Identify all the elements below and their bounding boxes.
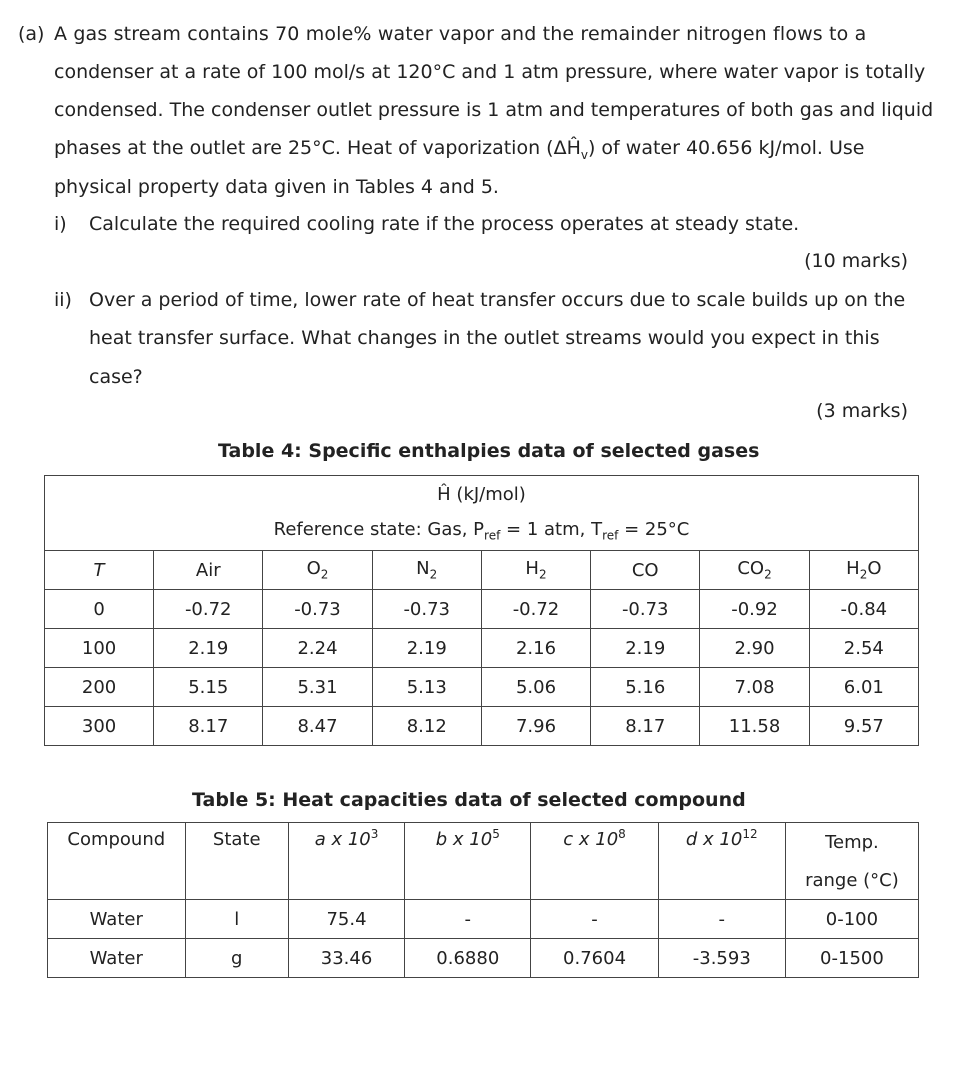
table5-cell: 0.7604 — [531, 939, 658, 978]
table5-cell: g — [185, 939, 288, 978]
table5-col-b — [405, 823, 531, 900]
table4 — [44, 475, 919, 746]
table4-cell: 2.90 — [700, 629, 809, 668]
table5-cell: 0.6880 — [405, 939, 531, 978]
table4-cell: 8.47 — [263, 707, 372, 746]
table4-cell: 9.57 — [809, 707, 918, 746]
table4-cell: -0.84 — [809, 590, 918, 629]
table4-cell: 2.19 — [372, 629, 481, 668]
table4-header-row — [45, 551, 919, 590]
table5-cell: l — [185, 900, 288, 939]
table5-caption: Table 5: Heat capacities data of selected compound — [192, 789, 746, 811]
sub-ii-line-2: heat transfer surface. What changes in the outlet streams would you expect in this — [89, 327, 880, 349]
table5-col-state: State — [185, 823, 288, 900]
table4-units: Ĥ (kJ/mol) — [45, 476, 919, 513]
table5-cell: Water — [48, 939, 186, 978]
table4-cell: 6.01 — [809, 668, 918, 707]
table5-cell: 75.4 — [288, 900, 404, 939]
part-a-line-3: condensed. The condenser outlet pressure is 1 atm and temperatures of both gas and liquid — [54, 99, 934, 121]
ref-mid: = 1 atm, T — [500, 519, 603, 541]
table5-col-c — [531, 823, 658, 900]
sub-ii-marks: (3 marks) — [816, 400, 908, 422]
table5-cell: 33.46 — [288, 939, 404, 978]
sub-i-marks: (10 marks) — [804, 250, 908, 272]
part-a-label: (a) — [18, 23, 45, 45]
table4-cell: -0.73 — [263, 590, 372, 629]
table4-cell: 5.15 — [154, 668, 263, 707]
table-row — [45, 668, 919, 707]
part-a-line-1: A gas stream contains 70 mole% water vapor and the remainder nitrogen flows to a — [54, 23, 867, 45]
table-row — [48, 900, 919, 939]
table5-cell: 0-1500 — [785, 939, 918, 978]
table4-col-n2: $N_2$ — [372, 551, 481, 590]
col-d-label: d x 10 — [685, 829, 743, 850]
table5-col-a — [288, 823, 404, 900]
table4-col-co: CO — [591, 551, 700, 590]
table5-header-row — [48, 823, 919, 862]
sub-ii-label: ii) — [54, 289, 72, 311]
table4-cell: 2.16 — [481, 629, 590, 668]
table5-cell: 0-100 — [785, 900, 918, 939]
table4-cell: 8.12 — [372, 707, 481, 746]
ref-suffix: = 25°C — [618, 519, 690, 541]
col-c-label: c x 10 — [563, 829, 619, 850]
table5-col-temp-line2: range (°C) — [785, 861, 918, 900]
table4-cell: 2.19 — [591, 629, 700, 668]
table4-cell: 8.17 — [154, 707, 263, 746]
table-row — [45, 590, 919, 629]
table4-cell: 5.16 — [591, 668, 700, 707]
table4-cell: 2.54 — [809, 629, 918, 668]
col-b-label: b x 10 — [435, 829, 493, 850]
col-d-exponent: 12 — [742, 827, 758, 841]
sub-ii-line-3: case? — [89, 366, 143, 388]
table4-caption: Table 4: Specific enthalpies data of selected gases — [218, 440, 760, 462]
table4-cell: 200 — [45, 668, 154, 707]
table4-cell: -0.72 — [481, 590, 590, 629]
table4-cell: 11.58 — [700, 707, 809, 746]
table4-col-h2: $H_2$ — [481, 551, 590, 590]
sub-i-label: i) — [54, 213, 67, 235]
vaporization-subscript: v — [580, 147, 588, 162]
table-row — [45, 707, 919, 746]
table5-cell: -3.593 — [658, 939, 785, 978]
table4-cell: 8.17 — [591, 707, 700, 746]
table4-cell: 5.06 — [481, 668, 590, 707]
table4-col-air: Air — [154, 551, 263, 590]
pref-subscript: ref — [484, 528, 501, 543]
table4-col-t: T — [45, 551, 154, 590]
part-a-line-4-end: ) of water 40.656 kJ/mol. Use — [587, 137, 865, 159]
table5 — [47, 822, 919, 978]
table4-col-o2: $O_2$ — [263, 551, 372, 590]
col-c-exponent: 8 — [618, 827, 626, 841]
sub-ii-line-1: Over a period of time, lower rate of heat transfer occurs due to scale builds up on the — [89, 289, 906, 311]
col-b-exponent: 5 — [492, 827, 500, 841]
table4-cell: -0.72 — [154, 590, 263, 629]
table-row — [45, 629, 919, 668]
table5-cell: - — [658, 900, 785, 939]
table5-col-temp-line1: Temp. — [785, 823, 918, 862]
table4-cell: -0.73 — [591, 590, 700, 629]
table4-col-co2: $CO_2$ — [700, 551, 809, 590]
table4-cell: -0.73 — [372, 590, 481, 629]
table4-col-h2o: $H_2O$ — [809, 551, 918, 590]
ref-prefix: Reference state: Gas, P — [273, 519, 485, 541]
part-a-line-4-start: phases at the outlet are 25°C. Heat of vaporization (ΔĤ — [54, 137, 581, 159]
sub-i-text: Calculate the required cooling rate if the process operates at steady state. — [89, 213, 800, 235]
table5-col-d — [658, 823, 785, 900]
table4-cell: -0.92 — [700, 590, 809, 629]
tref-subscript: ref — [602, 528, 619, 543]
table4-cell: 7.08 — [700, 668, 809, 707]
table4-cell: 2.24 — [263, 629, 372, 668]
col-a-label: a x 10 — [314, 829, 371, 850]
table5-cell: - — [405, 900, 531, 939]
table4-cell: 7.96 — [481, 707, 590, 746]
table4-cell: 300 — [45, 707, 154, 746]
part-a-line-5: physical property data given in Tables 4 and 5. — [54, 176, 499, 198]
table4-cell: 5.31 — [263, 668, 372, 707]
table4-reference — [45, 512, 919, 551]
table5-cell: - — [531, 900, 658, 939]
table4-cell: 2.19 — [154, 629, 263, 668]
table4-cell: 100 — [45, 629, 154, 668]
table4-cell: 5.13 — [372, 668, 481, 707]
table4-cell: 0 — [45, 590, 154, 629]
part-a-line-2: condenser at a rate of 100 mol/s at 120°C and 1 atm pressure, where water vapor is totally — [54, 61, 926, 83]
table5-col-compound: Compound — [48, 823, 186, 900]
part-a-line-4 — [54, 136, 864, 167]
col-a-exponent: 3 — [370, 827, 379, 841]
table-row — [48, 939, 919, 978]
table5-cell: Water — [48, 900, 186, 939]
